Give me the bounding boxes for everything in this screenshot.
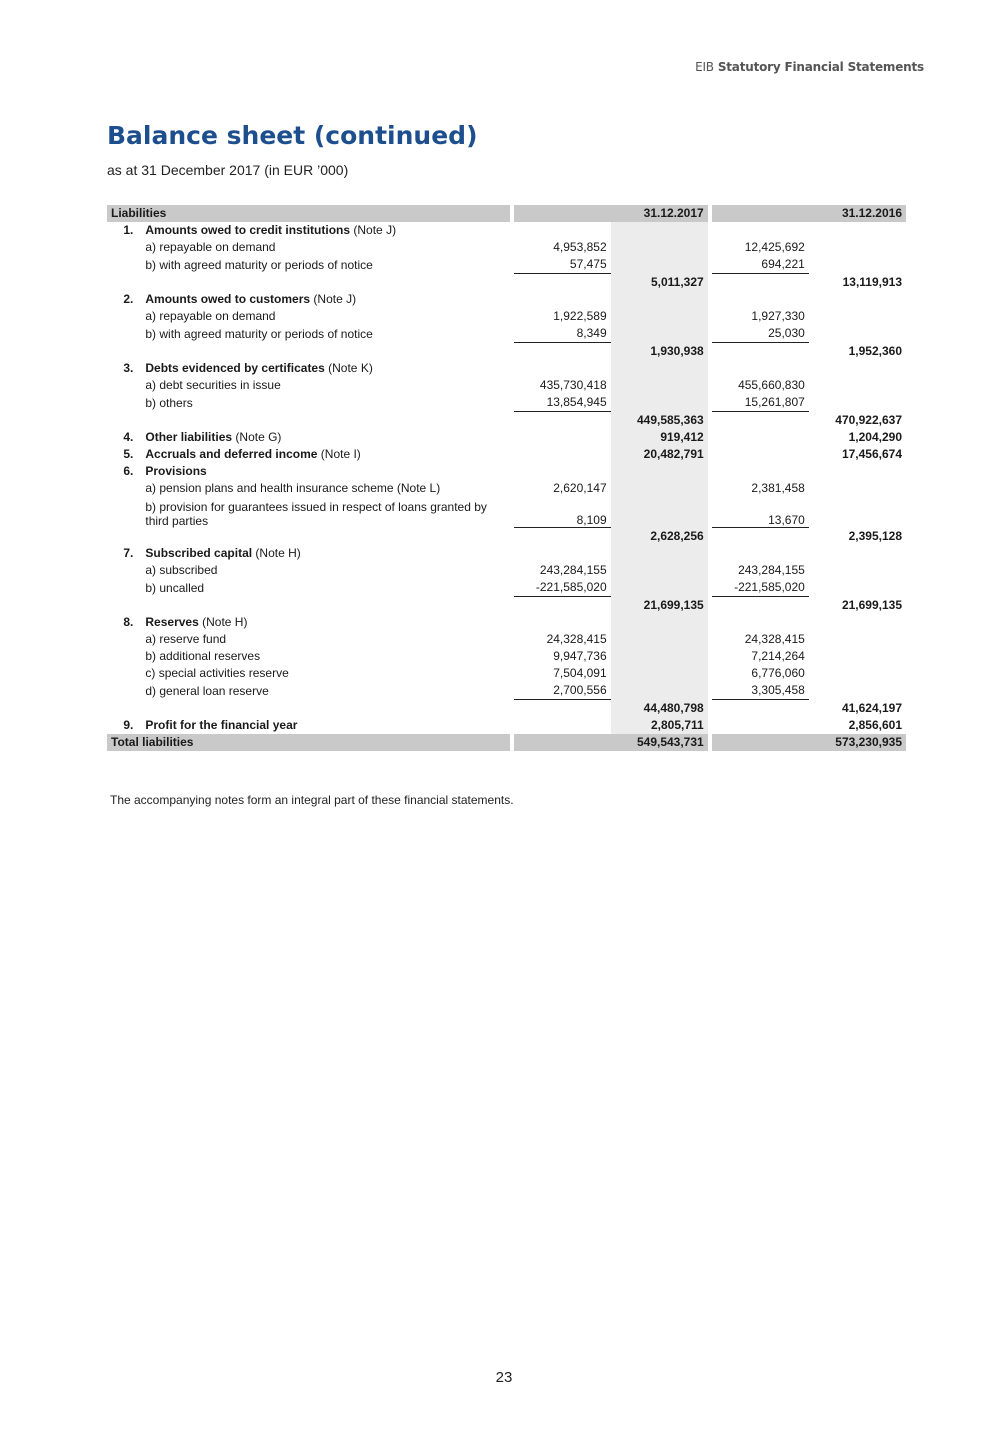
table-row: 6. Provisions bbox=[107, 463, 906, 480]
table-row: 1,930,938 1,952,360 bbox=[107, 343, 906, 361]
table-row: 2. Amounts owed to customers (Note J) bbox=[107, 291, 906, 308]
table-row: a) subscribed 243,284,155 243,284,155 bbox=[145, 563, 805, 577]
table-row: 5. Accruals and deferred income (Note I) 20,482,791 17,456,674 bbox=[123, 447, 902, 461]
table-row: a) reserve fund 24,328,415 24,328,415 bbox=[145, 632, 805, 646]
table-row: b) others 13,854,945 15,261,807 bbox=[107, 394, 906, 412]
table-row: 1. Amounts owed to credit institutions (Note J) bbox=[107, 222, 906, 239]
col-header-2016: 31.12.2016 bbox=[712, 205, 906, 222]
table-row: 4. Other liabilities (Note G) 919,412 1,204,290 bbox=[123, 430, 902, 444]
table-row: a) repayable on demand 1,922,589 1,927,330 bbox=[145, 309, 805, 323]
table-row: b) with agreed maturity or periods of notice 8,349 25,030 bbox=[107, 325, 906, 343]
total-2017: 549,543,731 bbox=[514, 734, 708, 751]
table-row: 449,585,363 470,922,637 bbox=[107, 412, 906, 430]
table-row: 2,628,256 2,395,128 bbox=[107, 528, 906, 546]
table-row: 8. Reserves (Note H) bbox=[107, 614, 906, 631]
table-row: c) special activities reserve 7,504,091 6,776,060 bbox=[145, 666, 805, 680]
table-row: b) uncalled -221,585,020 -221,585,020 bbox=[107, 579, 906, 597]
footnote: The accompanying notes form an integral part of these financial statements. bbox=[110, 793, 514, 807]
table-row: 5,011,327 13,119,913 bbox=[107, 274, 906, 292]
table-row: d) general loan reserve 2,700,556 3,305,458 bbox=[107, 682, 906, 700]
table-row: b) additional reserves 9,947,736 7,214,264 bbox=[145, 649, 805, 663]
table-row: 21,699,135 21,699,135 bbox=[107, 597, 906, 615]
header-doc-title: Statutory Financial Statements bbox=[717, 60, 924, 74]
table-row: a) pension plans and health insurance scheme (Note L) 2,620,147 2,381,458 bbox=[145, 481, 805, 495]
table-row: a) debt securities in issue 435,730,418 455,660,830 bbox=[145, 378, 805, 392]
table-row: b) provision for guarantees issued in respect of loans granted by third parties 8,109 13,670 bbox=[107, 497, 906, 528]
table-row: 9. Profit for the financial year 2,805,711 2,856,601 bbox=[123, 718, 902, 732]
table-row: 44,480,798 41,624,197 bbox=[107, 700, 906, 718]
balance-sheet-table bbox=[107, 205, 906, 751]
table-row: b) with agreed maturity or periods of notice 57,475 694,221 bbox=[107, 256, 906, 274]
page-number: 23 bbox=[495, 1369, 513, 1386]
header-org: EIB bbox=[695, 60, 714, 74]
total-2016: 573,230,935 bbox=[712, 734, 906, 751]
table-row: 3. Debts evidenced by certificates (Note K) bbox=[107, 360, 906, 377]
table-row: 7. Subscribed capital (Note H) bbox=[107, 545, 906, 562]
page-subtitle: as at 31 December 2017 (in EUR ’000) bbox=[107, 162, 349, 178]
table-row: a) repayable on demand 4,953,852 12,425,692 bbox=[145, 240, 805, 254]
col-header-2017: 31.12.2017 bbox=[514, 205, 708, 222]
total-row bbox=[107, 734, 906, 751]
document-header bbox=[695, 60, 924, 74]
page-title: Balance sheet (continued) bbox=[107, 121, 478, 150]
section-label: Liabilities bbox=[107, 205, 510, 222]
table-header-row bbox=[107, 205, 906, 222]
total-label: Total liabilities bbox=[107, 734, 510, 751]
